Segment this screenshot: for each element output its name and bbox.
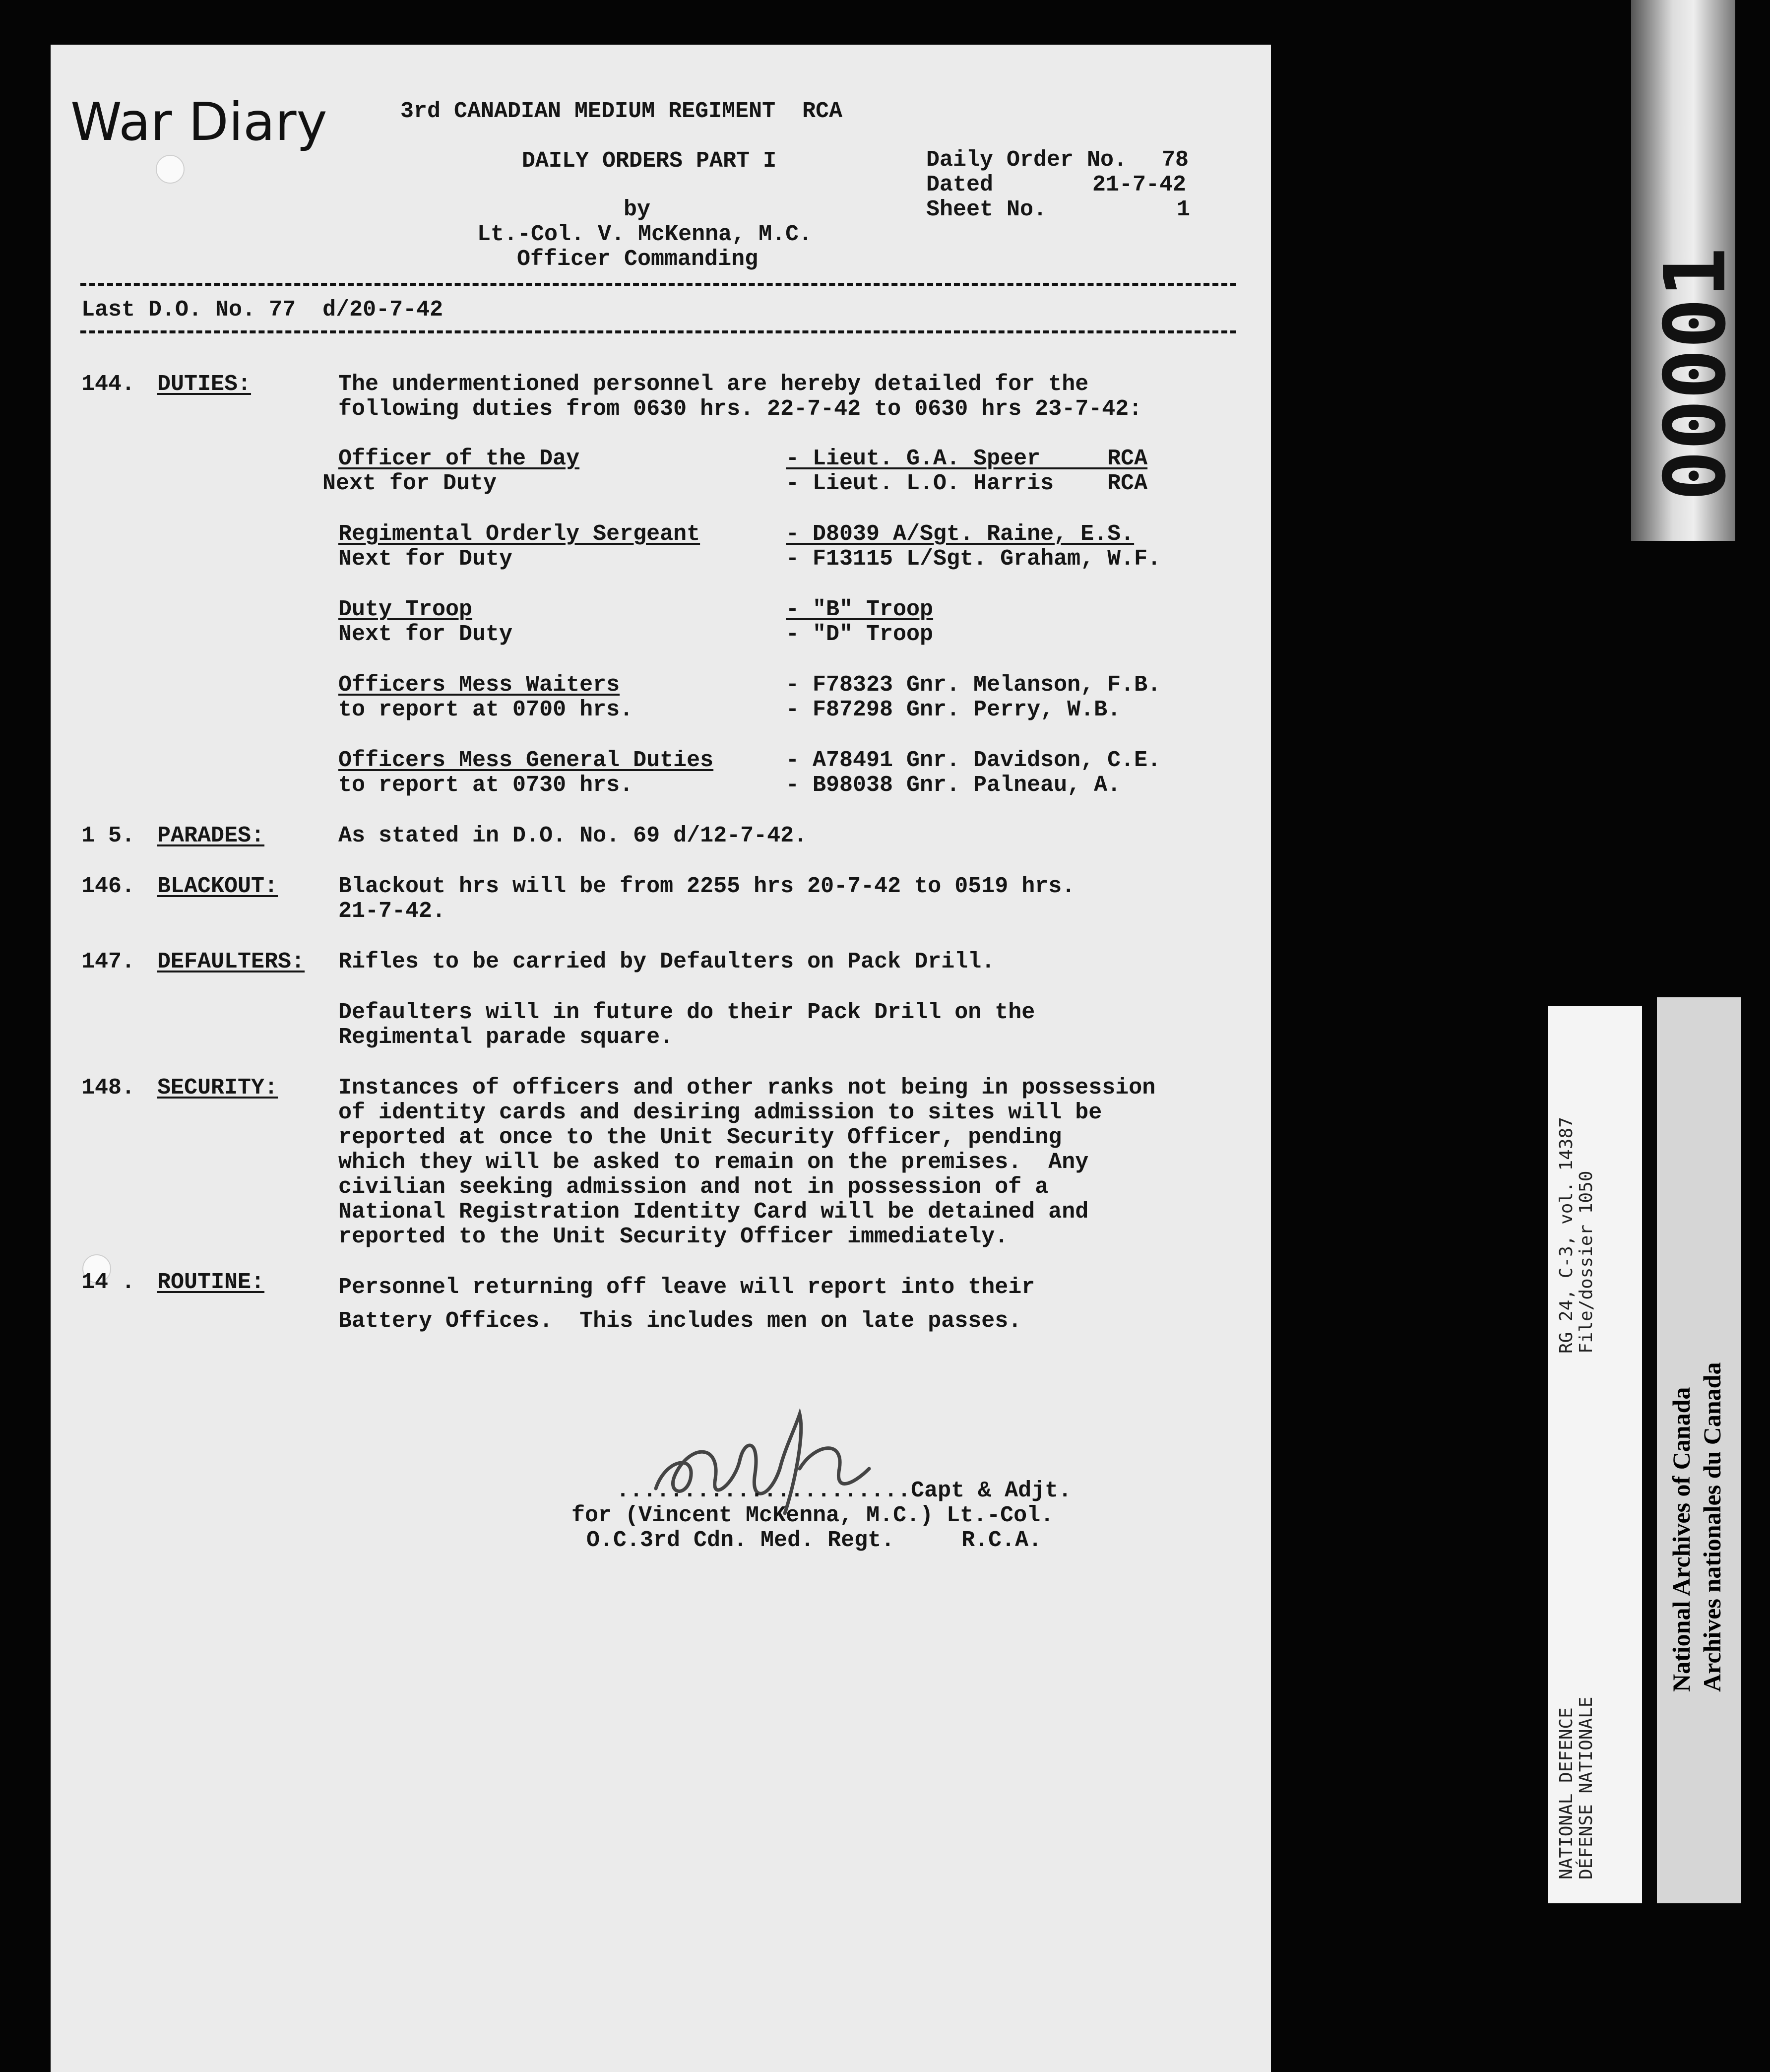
duty-next-role: to report at 0730 hrs.	[338, 773, 633, 798]
archive-reference: RG 24, C-3, vol. 14387	[1556, 1117, 1577, 1354]
duty-person: - Lieut. G.A. Speer RCA	[786, 446, 1148, 471]
signature-line-2: O.C.3rd Cdn. Med. Regt. R.C.A.	[586, 1528, 1042, 1553]
duty-next-person: - F87298 Gnr. Perry, W.B.	[786, 697, 1121, 722]
section-title: SECURITY:	[157, 1075, 278, 1101]
duty-next-role: Next for Duty	[338, 622, 513, 647]
section-title: PARADES:	[157, 823, 265, 848]
section-number: 14 .	[81, 1270, 135, 1295]
signature-dots-line: ......................Capt & Adjt.	[616, 1478, 1072, 1503]
archives-fr: Archives nationales du Canada	[1698, 1362, 1726, 1692]
last-order: Last D.O. No. 77 d/20-7-42	[81, 297, 443, 323]
document-page	[51, 45, 1271, 2072]
commander-role: Officer Commanding	[517, 247, 759, 272]
duty-next-person: - "D" Troop	[786, 622, 934, 647]
section-line: Battery Offices. This includes men on late passes.	[338, 1308, 1022, 1334]
section-line: The undermentioned personnel are hereby detailed for the	[338, 372, 1089, 397]
duty-role: Duty Troop	[338, 597, 473, 622]
sheet-value: 1	[1177, 197, 1191, 222]
archives-en: National Archives of Canada	[1667, 1387, 1695, 1692]
sheet-label: Sheet No.	[926, 197, 1047, 222]
section-line: 21-7-42.	[338, 899, 446, 924]
punch-hole-top	[156, 155, 185, 184]
section-number: 146.	[81, 874, 135, 899]
signature-line-1: for (Vincent McKenna, M.C.) Lt.-Col.	[571, 1503, 1054, 1528]
unit-name: 3rd CANADIAN MEDIUM REGIMENT RCA	[400, 99, 843, 124]
frame-number-strip	[1631, 0, 1745, 541]
section-line: Rifles to be carried by Defaulters on Pack Drill.	[338, 949, 995, 974]
section-line: of identity cards and desiring admission to sites will be	[338, 1100, 1102, 1125]
order-no: 78	[1162, 147, 1189, 173]
section-line: Personnel returning off leave will report into their	[338, 1275, 1035, 1300]
section-number: 1 5.	[81, 823, 135, 848]
handwritten-title: War Diary	[70, 92, 327, 152]
duty-person: - A78491 Gnr. Davidson, C.E.	[786, 748, 1161, 773]
section-title: BLACKOUT:	[157, 874, 278, 899]
duty-person: - "B" Troop	[786, 597, 934, 622]
duty-next-person: - Lieut. L.O. Harris RCA	[786, 471, 1148, 496]
section-line: Defaulters will in future do their Pack Drill on the	[338, 1000, 1035, 1025]
dated-label: Dated	[926, 172, 994, 197]
archive-reference-label	[1548, 1006, 1642, 1903]
duty-role: Officer of the Day	[338, 446, 580, 471]
divider-top	[80, 283, 1236, 286]
duty-next-role: Next for Duty	[338, 546, 513, 572]
duty-next-person: - F13115 L/Sgt. Graham, W.F.	[786, 546, 1161, 572]
section-line: following duties from 0630 hrs. 22-7-42 to 0630 hrs 23-7-42:	[338, 396, 1142, 422]
archive-name-label	[1657, 997, 1741, 1903]
section-line: National Registration Identity Card will be detained and	[338, 1199, 1089, 1225]
section-title: DEFAULTERS:	[157, 949, 305, 974]
duty-next-person: - B98038 Gnr. Palneau, A.	[786, 773, 1121, 798]
duty-person: - D8039 A/Sgt. Raine, E.S.	[786, 521, 1135, 547]
section-number: 147.	[81, 949, 135, 974]
commander-name: Lt.-Col. V. McKenna, M.C.	[477, 222, 813, 247]
duty-role: Officers Mess Waiters	[338, 672, 620, 698]
section-line: Instances of officers and other ranks not being in possession	[338, 1075, 1156, 1101]
section-number: 148.	[81, 1075, 135, 1101]
section-line: Blackout hrs will be from 2255 hrs 20-7-42 to 0519 hrs.	[338, 874, 1075, 899]
section-line: As stated in D.O. No. 69 d/12-7-42.	[338, 823, 808, 848]
section-line: which they will be asked to remain on the premises. Any	[338, 1150, 1089, 1175]
duty-next-role: Next for Duty	[322, 471, 497, 496]
section-number: 144.	[81, 372, 135, 397]
section-title: DUTIES:	[157, 372, 252, 397]
duty-person: - F78323 Gnr. Melanson, F.B.	[786, 672, 1161, 698]
section-line: reported to the Unit Security Officer immediately.	[338, 1224, 1009, 1249]
section-line: reported at once to the Unit Security Officer, pending	[338, 1125, 1062, 1150]
archive-file: File/dossier 1050	[1576, 1170, 1596, 1354]
section-line: civilian seeking admission and not in possession of a	[338, 1174, 1049, 1200]
duty-next-role: to report at 0700 hrs.	[338, 697, 633, 722]
order-no-label: Daily Order No.	[926, 147, 1128, 173]
section-title: ROUTINE:	[157, 1270, 265, 1295]
duty-role: Regimental Orderly Sergeant	[338, 521, 700, 547]
frame-number: 00001	[1646, 247, 1745, 501]
orders-title: DAILY ORDERS PART I	[522, 148, 777, 174]
dated-value: 21-7-42	[1092, 172, 1187, 197]
department-en: NATIONAL DEFENCE	[1556, 1707, 1577, 1879]
divider-bottom	[80, 330, 1236, 333]
section-line: Regimental parade square.	[338, 1025, 674, 1050]
department-fr: DÉFENSE NATIONALE	[1576, 1696, 1596, 1879]
by-label: by	[624, 197, 651, 222]
duty-role: Officers Mess General Duties	[338, 748, 714, 773]
